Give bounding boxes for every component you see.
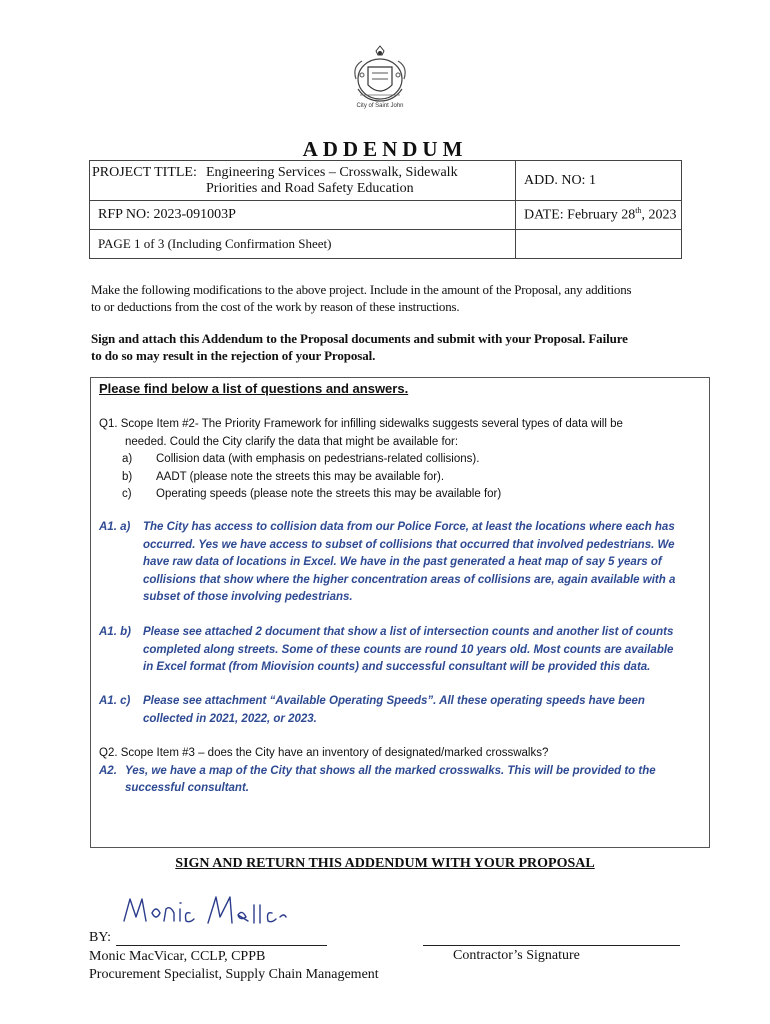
q1-item-b	[99, 469, 703, 487]
answer-line: successful consultant.	[125, 782, 249, 794]
question-1	[99, 416, 703, 504]
sign-instructions-line1: Sign and attach this Addendum to the Proposal documents and submit with your Proposal. Failure	[91, 331, 628, 346]
project-title-line2: Priorities and Road Safety Education	[206, 181, 414, 196]
q1-item-text: AADT (please note the streets this may be available for).	[156, 470, 445, 483]
q1-item-text: Operating speeds (please note the streets this may be available for)	[156, 488, 502, 500]
empty-cell	[516, 230, 682, 259]
q1-item-text: Collision data (with emphasis on pedestrians-related collisions).	[156, 453, 480, 465]
answer-line: Please see attached 2 document that show a list of intersection counts and another list of counts	[143, 626, 674, 638]
rfp-number: RFP NO: 2023-091003P	[90, 201, 516, 230]
q1-item-c	[99, 486, 703, 504]
add-no: ADD. NO: 1	[516, 161, 682, 201]
answer-1c	[99, 693, 703, 728]
signature-line	[116, 945, 327, 946]
answer-line: subset of those involving pedestrians.	[143, 591, 353, 603]
answer-line: Yes, we have a map of the City that shows all the marked crosswalks. This will be provided to the	[125, 764, 656, 777]
signer-role: Procurement Specialist, Supply Chain Management	[89, 967, 379, 982]
q1-item-a	[99, 451, 703, 469]
answer-2	[99, 763, 703, 798]
answer-line: have raw data of locations in Excel. We have in the past generated a heat map of say 5 years of	[143, 556, 662, 568]
q1-item-label: b)	[122, 470, 133, 483]
handwritten-signature	[120, 891, 290, 931]
sign-instructions-line2: to do so may result in the rejection of your Proposal.	[91, 348, 376, 363]
q2-text: Q2. Scope Item #3 – does the City have an inventory of designated/marked crosswalks?	[99, 747, 549, 759]
date-prefix: DATE: February 28	[524, 207, 636, 223]
answer-line: collected in 2021, 2022, or 2023.	[143, 712, 317, 725]
answer-line: completed along streets. Some of these counts are round 10 years old. Most counts are available	[143, 643, 674, 656]
signer-block	[89, 948, 379, 984]
date-cell	[516, 201, 682, 230]
answer-number: A2.	[99, 764, 117, 777]
instructions-line2: to or deductions from the cost of the work by reason of these instructions.	[91, 299, 460, 314]
question-2	[99, 745, 703, 798]
logo-caption: City of Saint John	[356, 103, 404, 109]
project-title-value	[206, 165, 458, 197]
sign-attach-instructions	[91, 330, 691, 364]
project-info-table	[89, 160, 682, 259]
q1-item-label: c)	[122, 488, 132, 500]
answer-line: collisions that show where the higher concentration areas of collisions are, again available with a	[143, 573, 676, 586]
answer-number: A1. a)	[99, 521, 131, 533]
q1-line1: Q1. Scope Item #2- The Priority Framework for infilling sidewalks suggests several types of data will be	[99, 418, 623, 430]
modification-instructions	[91, 281, 691, 315]
page-count: PAGE 1 of 3 (Including Confirmation Sheet)	[90, 230, 516, 259]
contractor-signature-line	[423, 945, 680, 946]
by-label: BY:	[89, 930, 112, 945]
project-title-line1: Engineering Services – Crosswalk, Sidewalk	[206, 165, 458, 180]
sign-return-notice: SIGN AND RETURN THIS ADDENDUM WITH YOUR PROPOSAL	[175, 856, 595, 871]
instructions-line1: Make the following modifications to the above project. Include in the amount of the Proposal, any additions	[91, 282, 632, 297]
city-crest-logo	[348, 45, 412, 111]
answer-line: Please see attachment “Available Operating Speeds”. All these operating speeds have been	[143, 695, 645, 707]
answer-number: A1. c)	[99, 695, 131, 707]
contractor-signature-label: Contractor’s Signature	[453, 948, 580, 963]
project-title-cell	[90, 161, 516, 201]
questions-answers-box	[90, 377, 710, 848]
date-suffix: , 2023	[641, 207, 677, 223]
document-title: ADDENDUM	[302, 137, 468, 161]
answer-line: occurred. Yes we have access to subset of collisions that occurred that involved pedestrians. We	[143, 538, 675, 551]
date-sup: th	[635, 206, 642, 216]
answer-1a	[99, 519, 703, 607]
signer-name: Monic MacVicar, CCLP, CPPB	[89, 949, 266, 964]
qa-header: Please find below a list of questions and answers.	[99, 381, 409, 396]
answer-number: A1. b)	[99, 626, 131, 638]
q1-item-label: a)	[122, 453, 133, 465]
answer-line: in Excel format (from Miovision counts) and successful consultant will be provided this data.	[143, 661, 651, 673]
answer-line: The City has access to collision data from our Police Force, at least the locations where each has	[143, 521, 675, 533]
q1-line2: needed. Could the City clarify the data that might be available for:	[125, 435, 459, 448]
answer-1b	[99, 624, 703, 677]
project-title-label: PROJECT TITLE:	[92, 165, 197, 180]
